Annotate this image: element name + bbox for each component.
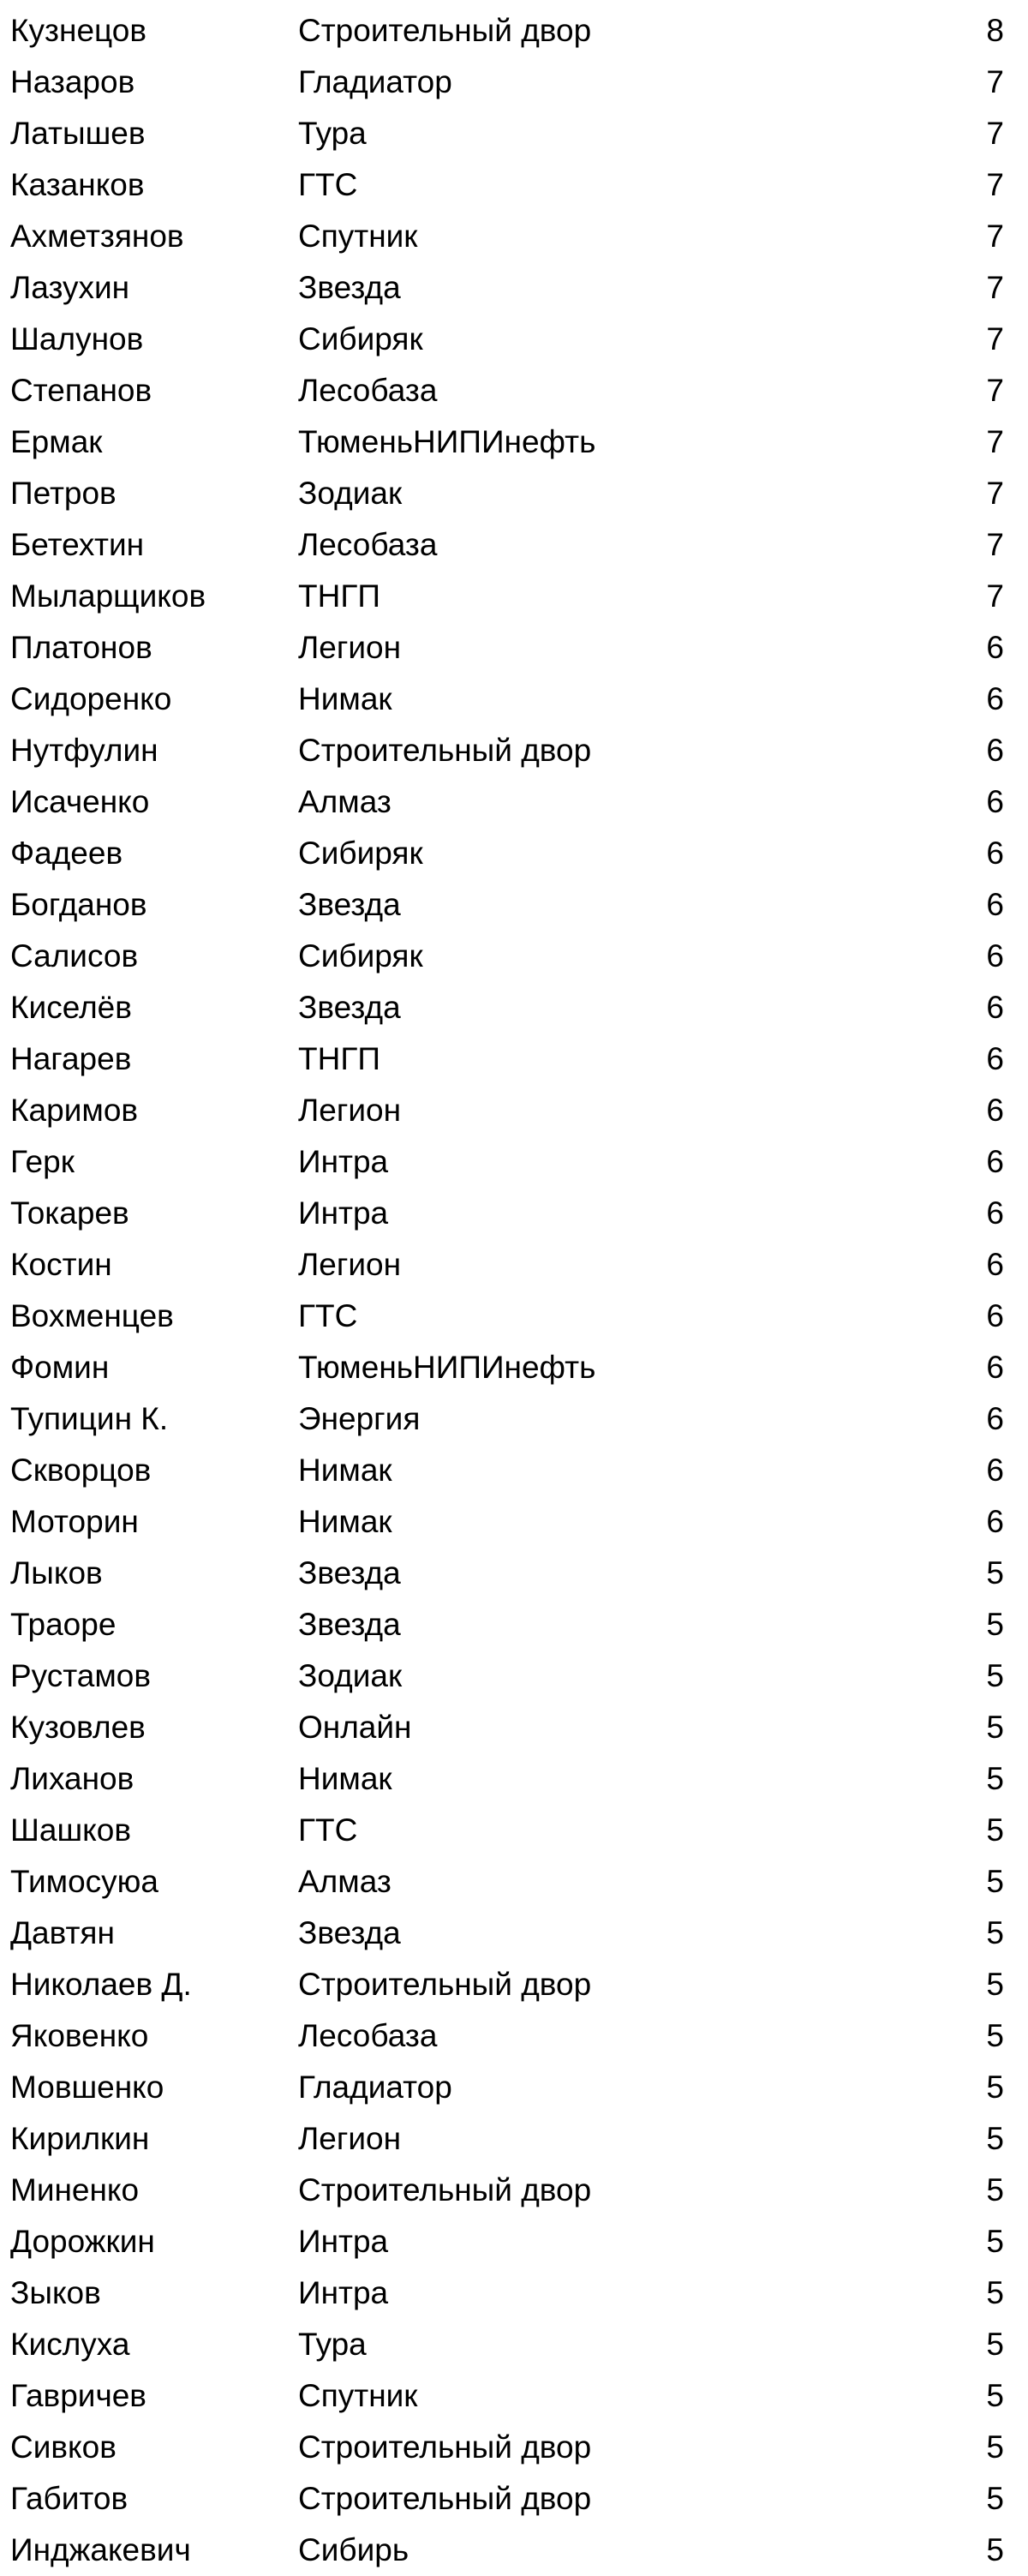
score-cell: 6	[986, 630, 1004, 665]
team-name-cell: Строительный двор	[298, 1967, 592, 2002]
player-name-cell: Мовшенко	[10, 2070, 164, 2105]
score-cell: 6	[986, 836, 1004, 871]
score-cell: 6	[986, 784, 1004, 819]
table-row	[0, 622, 1028, 674]
team-name-cell: ТНГП	[298, 1041, 380, 1076]
table-row	[0, 365, 1028, 416]
table-row	[0, 416, 1028, 468]
score-cell: 5	[986, 2172, 1004, 2208]
table-row	[0, 2525, 1028, 2576]
table-row	[0, 1188, 1028, 1239]
table-row	[0, 2370, 1028, 2422]
table-row	[0, 314, 1028, 365]
score-cell: 5	[986, 2481, 1004, 2516]
table-row	[0, 1650, 1028, 1702]
score-cell: 6	[986, 1144, 1004, 1179]
table-row	[0, 1548, 1028, 1599]
score-cell: 6	[986, 1453, 1004, 1488]
score-cell: 6	[986, 887, 1004, 922]
table-row	[0, 1959, 1028, 2010]
player-name-cell: Лиханов	[10, 1761, 134, 1796]
team-name-cell: Строительный двор	[298, 2172, 592, 2208]
player-name-cell: Назаров	[10, 64, 135, 99]
score-cell: 5	[986, 2429, 1004, 2465]
player-name-cell: Лазухин	[10, 270, 130, 305]
table-row	[0, 725, 1028, 776]
team-name-cell: Легион	[298, 1093, 402, 1128]
table-row	[0, 931, 1028, 982]
player-name-cell: Салисов	[10, 938, 139, 973]
player-name-cell: Габитов	[10, 2481, 128, 2516]
team-name-cell: Звезда	[298, 270, 401, 305]
player-name-cell: Мыларщиков	[10, 578, 206, 614]
score-cell: 7	[986, 116, 1004, 151]
player-name-cell: Миненко	[10, 2172, 140, 2208]
player-table	[0, 5, 1028, 2576]
player-name-cell: Степанов	[10, 373, 152, 408]
player-name-cell: Латышев	[10, 116, 146, 151]
team-name-cell: Гладиатор	[298, 2070, 452, 2105]
table-row	[0, 2010, 1028, 2062]
score-cell: 5	[986, 1555, 1004, 1591]
player-name-cell: Петров	[10, 476, 117, 511]
score-cell: 6	[986, 1298, 1004, 1333]
table-row	[0, 1599, 1028, 1650]
team-name-cell: Легион	[298, 630, 402, 665]
player-name-cell: Николаев Д.	[10, 1967, 192, 2002]
player-name-cell: Кирилкин	[10, 2121, 150, 2156]
player-name-cell: Зыков	[10, 2275, 101, 2310]
team-name-cell: Легион	[298, 1247, 402, 1282]
player-name-cell: Моторин	[10, 1504, 139, 1539]
player-name-cell: Богданов	[10, 887, 147, 922]
score-cell: 5	[986, 1812, 1004, 1848]
team-name-cell: Звезда	[298, 990, 401, 1025]
table-row	[0, 159, 1028, 211]
score-cell: 5	[986, 1967, 1004, 2002]
score-cell: 6	[986, 1247, 1004, 1282]
score-cell: 6	[986, 681, 1004, 716]
score-cell: 5	[986, 2275, 1004, 2310]
score-cell: 5	[986, 2018, 1004, 2053]
score-cell: 5	[986, 1915, 1004, 1950]
table-row	[0, 1291, 1028, 1342]
team-name-cell: Звезда	[298, 1915, 401, 1950]
score-cell: 8	[986, 13, 1004, 48]
score-cell: 7	[986, 219, 1004, 254]
player-name-cell: Киселёв	[10, 990, 132, 1025]
table-row	[0, 776, 1028, 828]
table-row	[0, 108, 1028, 159]
score-cell: 6	[986, 1195, 1004, 1231]
player-name-cell: Ермак	[10, 424, 103, 459]
table-row	[0, 262, 1028, 314]
table-row	[0, 2319, 1028, 2370]
team-name-cell: Строительный двор	[298, 733, 592, 768]
table-row	[0, 1342, 1028, 1393]
player-name-cell: Шашков	[10, 1812, 132, 1848]
table-row	[0, 879, 1028, 931]
table-row	[0, 2062, 1028, 2113]
player-name-cell: Герк	[10, 1144, 75, 1179]
score-cell: 5	[986, 1658, 1004, 1693]
table-row	[0, 1908, 1028, 1959]
table-row	[0, 1445, 1028, 1496]
team-name-cell: Энергия	[298, 1401, 421, 1436]
score-cell: 7	[986, 424, 1004, 459]
team-name-cell: Алмаз	[298, 1864, 391, 1899]
score-cell: 7	[986, 373, 1004, 408]
table-row	[0, 1239, 1028, 1291]
score-cell: 6	[986, 1093, 1004, 1128]
table-row	[0, 1856, 1028, 1908]
player-name-cell: Дорожкин	[10, 2224, 155, 2259]
score-cell: 6	[986, 1401, 1004, 1436]
table-row	[0, 571, 1028, 622]
team-name-cell: Лесобаза	[298, 2018, 438, 2053]
score-cell: 7	[986, 167, 1004, 202]
team-name-cell: Нимак	[298, 1453, 392, 1488]
table-row	[0, 2113, 1028, 2165]
team-name-cell: Интра	[298, 1144, 389, 1179]
score-cell: 7	[986, 270, 1004, 305]
player-name-cell: Фомин	[10, 1350, 110, 1385]
team-name-cell: Интра	[298, 1195, 389, 1231]
player-name-cell: Лыков	[10, 1555, 103, 1591]
player-name-cell: Костин	[10, 1247, 112, 1282]
team-name-cell: Сибиряк	[298, 321, 423, 356]
team-name-cell: Алмаз	[298, 784, 391, 819]
player-name-cell: Кузнецов	[10, 13, 147, 48]
score-cell: 5	[986, 2224, 1004, 2259]
team-name-cell: Сибиряк	[298, 836, 423, 871]
player-name-cell: Тимосуюа	[10, 1864, 158, 1899]
team-name-cell: Интра	[298, 2275, 389, 2310]
score-cell: 6	[986, 1041, 1004, 1076]
score-cell: 5	[986, 1864, 1004, 1899]
table-row	[0, 2473, 1028, 2525]
team-name-cell: Интра	[298, 2224, 389, 2259]
score-cell: 5	[986, 1761, 1004, 1796]
score-cell: 7	[986, 321, 1004, 356]
player-name-cell: Платонов	[10, 630, 152, 665]
player-name-cell: Шалунов	[10, 321, 144, 356]
table-row	[0, 1085, 1028, 1136]
player-name-cell: Исаченко	[10, 784, 150, 819]
player-name-cell: Кузовлев	[10, 1710, 146, 1745]
table-row	[0, 2216, 1028, 2267]
team-name-cell: Лесобаза	[298, 373, 438, 408]
player-name-cell: Нагарев	[10, 1041, 132, 1076]
score-cell: 5	[986, 2378, 1004, 2413]
team-name-cell: Звезда	[298, 1555, 401, 1591]
score-cell: 6	[986, 733, 1004, 768]
player-name-cell: Давтян	[10, 1915, 115, 1950]
score-cell: 5	[986, 2070, 1004, 2105]
team-name-cell: ТюменьНИПИнефть	[298, 424, 596, 459]
team-name-cell: ТНГП	[298, 578, 380, 614]
team-name-cell: Строительный двор	[298, 2429, 592, 2465]
table-row	[0, 2165, 1028, 2216]
player-name-cell: Вохменцев	[10, 1298, 174, 1333]
player-name-cell: Токарев	[10, 1195, 129, 1231]
team-name-cell: Тура	[298, 116, 367, 151]
score-cell: 6	[986, 1504, 1004, 1539]
player-name-cell: Бетехтин	[10, 527, 145, 562]
score-cell: 5	[986, 1710, 1004, 1745]
score-cell: 6	[986, 1350, 1004, 1385]
team-name-cell: Онлайн	[298, 1710, 412, 1745]
team-name-cell: Лесобаза	[298, 527, 438, 562]
player-name-cell: Инджакевич	[10, 2532, 191, 2567]
team-name-cell: Зодиак	[298, 476, 403, 511]
team-name-cell: ГТС	[298, 1298, 358, 1333]
team-name-cell: Строительный двор	[298, 13, 592, 48]
team-name-cell: Гладиатор	[298, 64, 452, 99]
player-name-cell: Казанков	[10, 167, 145, 202]
table-row	[0, 982, 1028, 1033]
table-row	[0, 5, 1028, 57]
team-name-cell: ТюменьНИПИнефть	[298, 1350, 596, 1385]
team-name-cell: Звезда	[298, 887, 401, 922]
player-name-cell: Траоре	[10, 1607, 117, 1642]
table-row	[0, 1393, 1028, 1445]
score-cell: 5	[986, 2121, 1004, 2156]
team-name-cell: Сибирь	[298, 2532, 409, 2567]
score-cell: 7	[986, 578, 1004, 614]
team-name-cell: Легион	[298, 2121, 402, 2156]
score-cell: 5	[986, 2327, 1004, 2362]
table-row	[0, 2422, 1028, 2473]
player-name-cell: Нутфулин	[10, 733, 158, 768]
score-cell: 6	[986, 990, 1004, 1025]
player-name-cell: Рустамов	[10, 1658, 152, 1693]
team-name-cell: Нимак	[298, 681, 392, 716]
table-row	[0, 1753, 1028, 1805]
team-name-cell: ГТС	[298, 1812, 358, 1848]
player-name-cell: Кислуха	[10, 2327, 130, 2362]
team-name-cell: Спутник	[298, 219, 418, 254]
team-name-cell: Нимак	[298, 1504, 392, 1539]
table-row	[0, 1702, 1028, 1753]
team-name-cell: Строительный двор	[298, 2481, 592, 2516]
player-name-cell: Скворцов	[10, 1453, 152, 1488]
table-row	[0, 828, 1028, 879]
table-row	[0, 1136, 1028, 1188]
score-cell: 7	[986, 527, 1004, 562]
player-name-cell: Ахметзянов	[10, 219, 184, 254]
table-row	[0, 468, 1028, 519]
table-row	[0, 57, 1028, 108]
player-name-cell: Каримов	[10, 1093, 139, 1128]
player-name-cell: Гавричев	[10, 2378, 146, 2413]
player-name-cell: Сивков	[10, 2429, 117, 2465]
player-name-cell: Яковенко	[10, 2018, 149, 2053]
team-name-cell: Сибиряк	[298, 938, 423, 973]
team-name-cell: Зодиак	[298, 1658, 403, 1693]
score-cell: 5	[986, 2532, 1004, 2567]
score-cell: 7	[986, 476, 1004, 511]
team-name-cell: ГТС	[298, 167, 358, 202]
team-name-cell: Нимак	[298, 1761, 392, 1796]
team-name-cell: Звезда	[298, 1607, 401, 1642]
player-name-cell: Тупицин К.	[10, 1401, 169, 1436]
score-cell: 6	[986, 938, 1004, 973]
score-cell: 5	[986, 1607, 1004, 1642]
table-row	[0, 1033, 1028, 1085]
player-name-cell: Фадеев	[10, 836, 123, 871]
player-name-cell: Сидоренко	[10, 681, 172, 716]
table-row	[0, 2267, 1028, 2319]
team-name-cell: Тура	[298, 2327, 367, 2362]
table-row	[0, 519, 1028, 571]
team-name-cell: Спутник	[298, 2378, 418, 2413]
table-row	[0, 1496, 1028, 1548]
table-row	[0, 674, 1028, 725]
table-row	[0, 1805, 1028, 1856]
table-row	[0, 211, 1028, 262]
score-cell: 7	[986, 64, 1004, 99]
